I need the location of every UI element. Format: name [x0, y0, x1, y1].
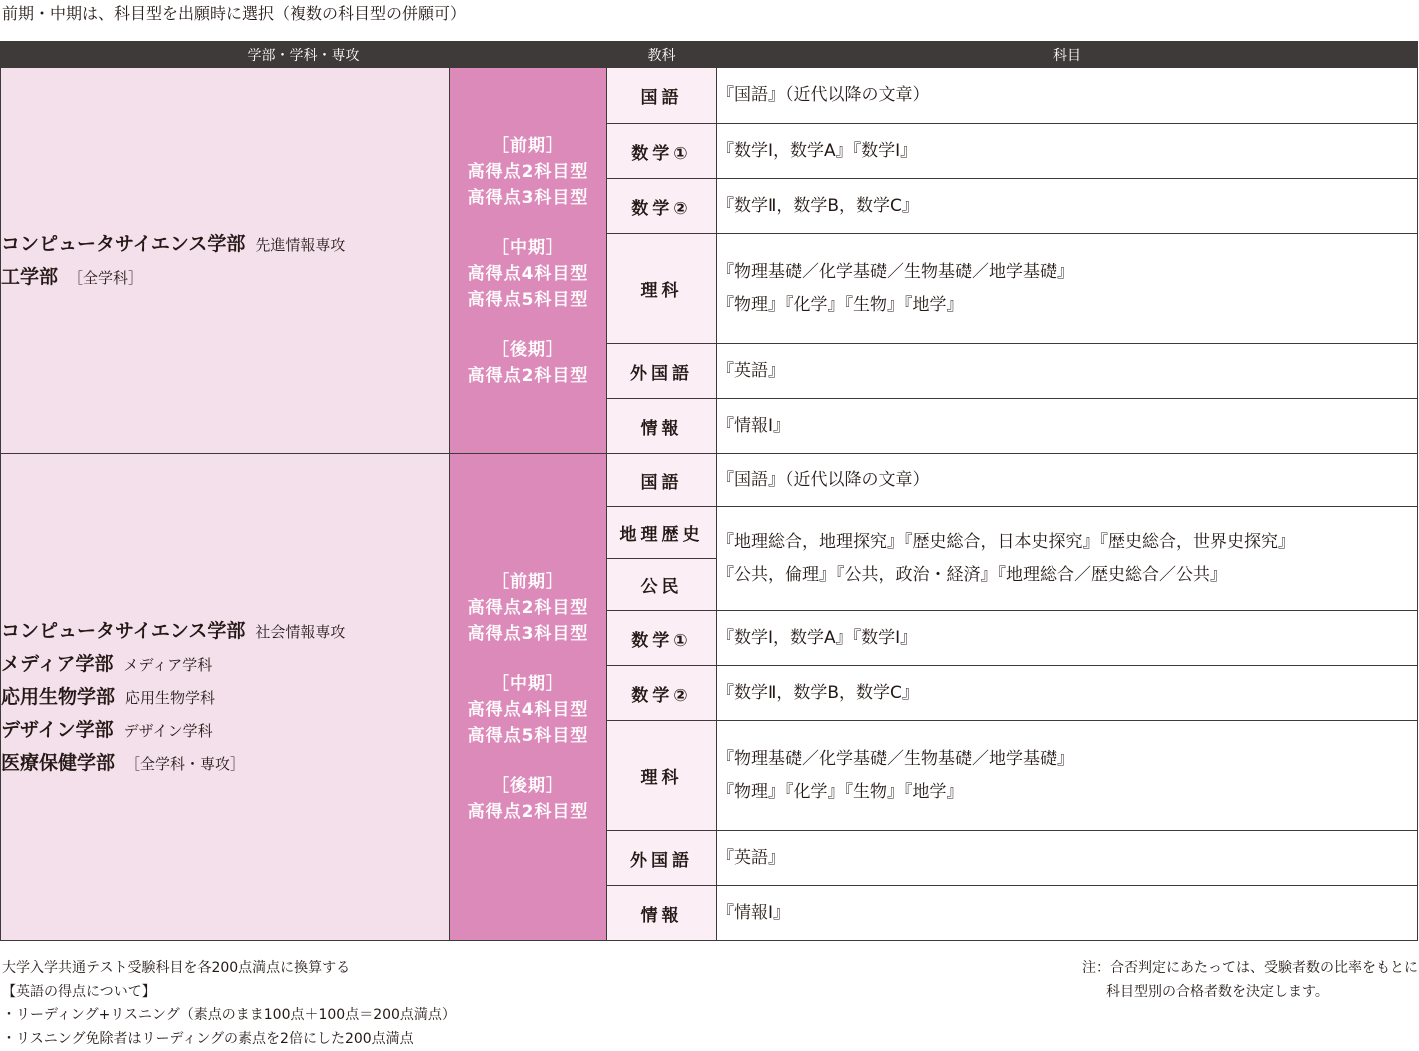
exam-type-group — [450, 235, 606, 313]
content-cell — [717, 831, 1418, 886]
content-cell — [717, 124, 1418, 179]
faculty-entry — [1, 681, 449, 714]
exam-type-line: ［後期］ — [450, 337, 606, 363]
faculty-entry — [1, 747, 449, 780]
header-faculty: 学部・学科・専攻 — [1, 42, 607, 68]
faculty-entry — [1, 261, 449, 294]
content-line: 『国語』（近代以降の文章） — [717, 79, 1417, 112]
exam-type-group — [450, 773, 606, 825]
faculty-sub: メディア学科 — [123, 656, 212, 674]
faculty-entry — [1, 714, 449, 747]
faculty-name: コンピュータサイエンス学部 — [1, 620, 245, 642]
subject-cell: 数学② — [607, 666, 717, 721]
exam-type-line: ［中期］ — [450, 235, 606, 261]
exam-type-group — [450, 133, 606, 211]
subject-cell: 国語 — [607, 454, 717, 507]
header-subject: 教科 — [607, 42, 717, 68]
faculty-cell — [1, 454, 450, 941]
content-line: 『英語』 — [717, 355, 1417, 388]
header-content: 科目 — [717, 42, 1418, 68]
content-line: 『情報Ⅰ』 — [717, 410, 1417, 443]
subject-cell: 公民 — [607, 559, 717, 611]
exam-type-line: 高得点2科目型 — [450, 363, 606, 389]
content-cell — [717, 454, 1418, 507]
content-cell — [717, 179, 1418, 234]
notes-left — [2, 957, 456, 1051]
content-cell — [717, 721, 1418, 831]
content-cell — [717, 666, 1418, 721]
exam-type-line: 高得点3科目型 — [450, 621, 606, 647]
faculty-sub: 応用生物学科 — [125, 689, 215, 707]
subject-cell: 数学② — [607, 179, 717, 234]
content-line: 『物理』『化学』『生物』『地学』 — [717, 776, 1417, 809]
subject-cell: 数学① — [607, 611, 717, 666]
faculty-sub: デザイン学科 — [124, 722, 213, 740]
exam-type-line: ［前期］ — [450, 569, 606, 595]
exam-type-line: 高得点4科目型 — [450, 697, 606, 723]
exam-type-line: 高得点5科目型 — [450, 287, 606, 313]
exam-type-line: 高得点2科目型 — [450, 159, 606, 185]
subject-cell: 理科 — [607, 234, 717, 344]
faculty-sub: ［全学科・専攻］ — [125, 755, 245, 773]
exam-type-line: 高得点5科目型 — [450, 723, 606, 749]
intro-text: 前期・中期は、科目型を出願時に選択（複数の科目型の併願可） — [2, 3, 466, 25]
exam-type-line: ［中期］ — [450, 671, 606, 697]
subject-cell: 理科 — [607, 721, 717, 831]
faculty-sub: ［全学科］ — [68, 269, 143, 287]
subject-cell: 数学① — [607, 124, 717, 179]
subject-cell: 情報 — [607, 886, 717, 941]
exam-type-group — [450, 337, 606, 389]
faculty-name: 医療保健学部 — [1, 752, 115, 774]
exam-type-line: ［前期］ — [450, 133, 606, 159]
content-line: 『英語』 — [717, 842, 1417, 875]
content-cell — [717, 234, 1418, 344]
exam-type-group — [450, 569, 606, 647]
subject-cell: 外国語 — [607, 344, 717, 399]
note-line: ・リスニング免除者はリーディングの素点を2倍にした200点満点 — [2, 1028, 456, 1051]
exam-types-cell — [450, 454, 607, 941]
faculty-name: 工学部 — [1, 266, 58, 288]
note-line: 科目型別の合格者数を決定します。 — [1082, 981, 1418, 1005]
content-cell — [717, 611, 1418, 666]
content-cell — [717, 68, 1418, 124]
faculty-entry — [1, 228, 449, 261]
faculty-name: 応用生物学部 — [1, 686, 115, 708]
content-line: 『物理』『化学』『生物』『地学』 — [717, 289, 1417, 322]
content-line: 『物理基礎／化学基礎／生物基礎／地学基礎』 — [717, 743, 1417, 776]
faculty-name: メディア学部 — [1, 653, 113, 675]
subject-cell: 国語 — [607, 68, 717, 124]
faculty-entry — [1, 615, 449, 648]
exam-type-line: 高得点3科目型 — [450, 185, 606, 211]
table-row — [1, 68, 1418, 124]
exam-types-cell — [450, 68, 607, 454]
header-row — [1, 42, 1418, 68]
content-line: 『数学Ⅰ，数学A』『数学Ⅰ』 — [717, 622, 1417, 655]
content-cell — [717, 507, 1418, 611]
content-line: 『公共，倫理』『公共，政治・経済』『地理総合／歴史総合／公共』 — [717, 559, 1417, 592]
subject-cell: 地理歴史 — [607, 507, 717, 559]
content-line: 『物理基礎／化学基礎／生物基礎／地学基礎』 — [717, 256, 1417, 289]
subjects-table — [0, 41, 1418, 941]
subject-cell: 外国語 — [607, 831, 717, 886]
exam-type-group — [450, 671, 606, 749]
content-line: 『国語』（近代以降の文章） — [717, 464, 1417, 497]
faculty-sub: 先進情報専攻 — [255, 236, 345, 254]
content-line: 『数学Ⅱ，数学B，数学C』 — [717, 190, 1417, 223]
exam-type-line: 高得点2科目型 — [450, 595, 606, 621]
subject-cell: 情報 — [607, 399, 717, 454]
notes-right — [1082, 957, 1418, 1004]
content-cell — [717, 886, 1418, 941]
note-line: ・リーディング+リスニング（素点のまま100点＋100点＝200点満点） — [2, 1004, 456, 1028]
faculty-sub: 社会情報専攻 — [255, 623, 345, 641]
table-row — [1, 454, 1418, 507]
content-cell — [717, 344, 1418, 399]
note-line: 【英語の得点について】 — [2, 981, 456, 1005]
content-line: 『数学Ⅰ，数学A』『数学Ⅰ』 — [717, 135, 1417, 168]
faculty-name: コンピュータサイエンス学部 — [1, 233, 245, 255]
content-cell — [717, 399, 1418, 454]
content-line: 『地理総合，地理探究』『歴史総合，日本史探究』『歴史総合，世界史探究』 — [717, 526, 1417, 559]
note-line: 注：合否判定にあたっては、受験者数の比率をもとに — [1082, 957, 1418, 981]
faculty-entry — [1, 648, 449, 681]
faculty-cell — [1, 68, 450, 454]
exam-type-line: ［後期］ — [450, 773, 606, 799]
content-line: 『数学Ⅱ，数学B，数学C』 — [717, 677, 1417, 710]
faculty-name: デザイン学部 — [1, 719, 114, 741]
note-line: 大学入学共通テスト受験科目を各200点満点に換算する — [2, 957, 456, 981]
exam-type-line: 高得点4科目型 — [450, 261, 606, 287]
exam-type-line: 高得点2科目型 — [450, 799, 606, 825]
content-line: 『情報Ⅰ』 — [717, 897, 1417, 930]
